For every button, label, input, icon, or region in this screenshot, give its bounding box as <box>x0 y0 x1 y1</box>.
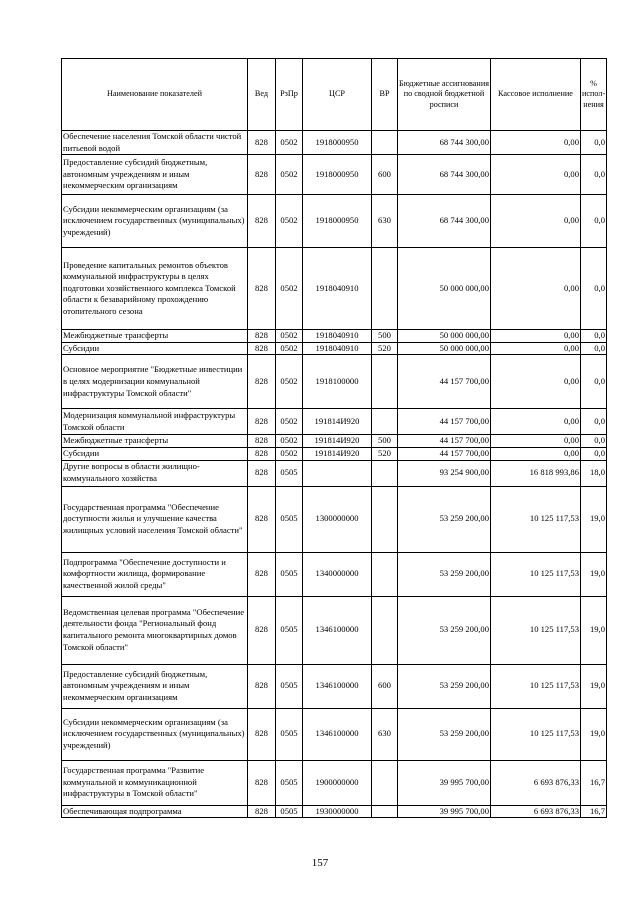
cell-vr: 600 <box>372 155 398 195</box>
cell-ved: 828 <box>248 486 276 552</box>
cell-name: Обеспечение населения Томской области чистой питьевой водой <box>62 131 248 155</box>
cell-name: Подпрограмма "Обеспечение доступности и комфортности жилища, формирование качественной жилой среды" <box>62 552 248 596</box>
cell-pct: 18,0 <box>581 460 607 486</box>
cell-budget: 44 157 700,00 <box>398 435 491 448</box>
cell-ved: 828 <box>248 460 276 486</box>
table-row <box>62 552 607 596</box>
cell-budget: 53 259 200,00 <box>398 596 491 664</box>
cell-budget: 68 744 300,00 <box>398 131 491 155</box>
cell-rzpr: 0502 <box>276 248 303 330</box>
cell-vr <box>372 355 398 409</box>
cell-name: Межбюджетные трансферты <box>62 330 248 343</box>
cell-ved: 828 <box>248 760 276 805</box>
cell-cash: 0,00 <box>491 409 581 435</box>
cell-pct: 19,0 <box>581 708 607 760</box>
cell-csr: 1918000950 <box>303 155 372 195</box>
cell-ved: 828 <box>248 447 276 460</box>
header-ved: Вед <box>248 59 276 131</box>
cell-vr <box>372 248 398 330</box>
cell-budget: 50 000 000,00 <box>398 330 491 343</box>
cell-rzpr: 0505 <box>276 708 303 760</box>
cell-budget: 50 000 000,00 <box>398 342 491 355</box>
cell-name: Межбюджетные трансферты <box>62 435 248 448</box>
cell-budget: 44 157 700,00 <box>398 355 491 409</box>
cell-vr: 630 <box>372 195 398 248</box>
cell-vr <box>372 131 398 155</box>
cell-cash: 10 125 117,53 <box>491 708 581 760</box>
cell-rzpr: 0502 <box>276 342 303 355</box>
cell-csr: 1346100000 <box>303 664 372 708</box>
cell-vr <box>372 552 398 596</box>
cell-vr <box>372 486 398 552</box>
cell-vr <box>372 460 398 486</box>
cell-ved: 828 <box>248 805 276 818</box>
cell-cash: 10 125 117,53 <box>491 664 581 708</box>
cell-rzpr: 0502 <box>276 195 303 248</box>
cell-cash: 0,00 <box>491 155 581 195</box>
cell-name: Субсидии <box>62 447 248 460</box>
cell-rzpr: 0505 <box>276 596 303 664</box>
table-row <box>62 805 607 818</box>
cell-pct: 0,0 <box>581 131 607 155</box>
cell-vr <box>372 805 398 818</box>
cell-rzpr: 0502 <box>276 330 303 343</box>
cell-csr: 1346100000 <box>303 708 372 760</box>
cell-vr: 500 <box>372 330 398 343</box>
cell-budget: 53 259 200,00 <box>398 486 491 552</box>
cell-budget: 50 000 000,00 <box>398 248 491 330</box>
header-csr: ЦСР <box>303 59 372 131</box>
cell-budget: 44 157 700,00 <box>398 409 491 435</box>
cell-ved: 828 <box>248 708 276 760</box>
cell-pct: 16,7 <box>581 805 607 818</box>
cell-ved: 828 <box>248 435 276 448</box>
cell-cash: 10 125 117,53 <box>491 596 581 664</box>
cell-pct: 0,0 <box>581 155 607 195</box>
cell-csr: 191814И920 <box>303 409 372 435</box>
cell-ved: 828 <box>248 131 276 155</box>
table-row <box>62 248 607 330</box>
cell-ved: 828 <box>248 155 276 195</box>
cell-cash: 0,00 <box>491 342 581 355</box>
cell-name: Предоставление субсидий бюджетным, автономным учреждениям и иным некоммерческим организациям <box>62 664 248 708</box>
cell-rzpr: 0502 <box>276 155 303 195</box>
cell-ved: 828 <box>248 596 276 664</box>
cell-cash: 10 125 117,53 <box>491 486 581 552</box>
cell-csr: 1918000950 <box>303 131 372 155</box>
table-row <box>62 355 607 409</box>
cell-rzpr: 0505 <box>276 486 303 552</box>
cell-csr: 1918100000 <box>303 355 372 409</box>
table-row <box>62 342 607 355</box>
cell-csr: 1918000950 <box>303 195 372 248</box>
cell-pct: 19,0 <box>581 552 607 596</box>
cell-budget: 93 254 900,00 <box>398 460 491 486</box>
table-row <box>62 409 607 435</box>
cell-pct: 0,0 <box>581 435 607 448</box>
cell-pct: 0,0 <box>581 409 607 435</box>
cell-ved: 828 <box>248 330 276 343</box>
cell-rzpr: 0505 <box>276 552 303 596</box>
table-row <box>62 596 607 664</box>
cell-rzpr: 0505 <box>276 460 303 486</box>
cell-cash: 0,00 <box>491 355 581 409</box>
cell-rzpr: 0502 <box>276 435 303 448</box>
cell-name: Государственная программа "Развитие коммунальной и коммуникационной инфраструктуры в Томской области" <box>62 760 248 805</box>
cell-name: Основное мероприятие "Бюджетные инвестиции в целях модернизации коммунальной инфраструктуры Томской области" <box>62 355 248 409</box>
cell-pct: 0,0 <box>581 447 607 460</box>
table-header-row <box>62 59 607 131</box>
header-rzpr: РзПр <box>276 59 303 131</box>
cell-ved: 828 <box>248 355 276 409</box>
cell-csr: 1918040910 <box>303 248 372 330</box>
cell-name: Модернизация коммунальной инфраструктуры Томской области <box>62 409 248 435</box>
cell-vr <box>372 760 398 805</box>
table-row <box>62 330 607 343</box>
cell-cash: 0,00 <box>491 435 581 448</box>
budget-table <box>61 58 607 818</box>
table-row <box>62 708 607 760</box>
cell-csr: 1918040910 <box>303 330 372 343</box>
cell-budget: 39 995 700,00 <box>398 760 491 805</box>
cell-pct: 0,0 <box>581 195 607 248</box>
cell-budget: 68 744 300,00 <box>398 155 491 195</box>
cell-budget: 44 157 700,00 <box>398 447 491 460</box>
cell-name: Другие вопросы в области жилищно-коммунального хозяйства <box>62 460 248 486</box>
cell-budget: 39 995 700,00 <box>398 805 491 818</box>
cell-rzpr: 0505 <box>276 664 303 708</box>
cell-cash: 0,00 <box>491 330 581 343</box>
cell-vr: 520 <box>372 447 398 460</box>
cell-rzpr: 0502 <box>276 131 303 155</box>
table-row <box>62 760 607 805</box>
cell-ved: 828 <box>248 195 276 248</box>
cell-pct: 19,0 <box>581 486 607 552</box>
cell-name: Субсидии некоммерческим организациям (за исключением государственных (муниципальных) учреждений) <box>62 708 248 760</box>
cell-budget: 53 259 200,00 <box>398 708 491 760</box>
cell-name: Субсидии <box>62 342 248 355</box>
page-number: 157 <box>311 857 329 869</box>
table-row <box>62 155 607 195</box>
cell-csr <box>303 460 372 486</box>
cell-rzpr: 0505 <box>276 760 303 805</box>
cell-csr: 1300000000 <box>303 486 372 552</box>
cell-cash: 10 125 117,53 <box>491 552 581 596</box>
table-row <box>62 664 607 708</box>
cell-csr: 1340000000 <box>303 552 372 596</box>
cell-pct: 16,7 <box>581 760 607 805</box>
table-row <box>62 460 607 486</box>
cell-ved: 828 <box>248 342 276 355</box>
cell-cash: 0,00 <box>491 131 581 155</box>
cell-ved: 828 <box>248 409 276 435</box>
cell-name: Обеспечивающая подпрограмма <box>62 805 248 818</box>
cell-ved: 828 <box>248 552 276 596</box>
cell-cash: 0,00 <box>491 195 581 248</box>
cell-name: Субсидии некоммерческим организациям (за исключением государственных (муниципальных) учреждений) <box>62 195 248 248</box>
header-name: Наименование показателей <box>62 59 248 131</box>
cell-budget: 53 259 200,00 <box>398 552 491 596</box>
table-row <box>62 486 607 552</box>
cell-pct: 0,0 <box>581 355 607 409</box>
cell-ved: 828 <box>248 664 276 708</box>
cell-vr <box>372 596 398 664</box>
header-cash: Кассовое исполнение <box>491 59 581 131</box>
cell-rzpr: 0502 <box>276 447 303 460</box>
table-body <box>62 131 607 818</box>
cell-cash: 0,00 <box>491 248 581 330</box>
cell-vr: 630 <box>372 708 398 760</box>
cell-pct: 19,0 <box>581 596 607 664</box>
cell-csr: 1900000000 <box>303 760 372 805</box>
header-vr: ВР <box>372 59 398 131</box>
cell-rzpr: 0502 <box>276 409 303 435</box>
cell-rzpr: 0505 <box>276 805 303 818</box>
cell-pct: 0,0 <box>581 330 607 343</box>
cell-csr: 191814И920 <box>303 447 372 460</box>
cell-vr: 520 <box>372 342 398 355</box>
cell-csr: 1346100000 <box>303 596 372 664</box>
table-row <box>62 447 607 460</box>
cell-pct: 19,0 <box>581 664 607 708</box>
cell-pct: 0,0 <box>581 342 607 355</box>
cell-budget: 68 744 300,00 <box>398 195 491 248</box>
cell-name: Предоставление субсидий бюджетным, автономным учреждениям и иным некоммерческим организациям <box>62 155 248 195</box>
cell-cash: 6 693 876,33 <box>491 805 581 818</box>
table-row <box>62 435 607 448</box>
header-budget: Бюджетные ассигнования по сводной бюджетной росписи <box>398 59 491 131</box>
cell-name: Проведение капитальных ремонтов объектов коммунальной инфраструктуры в целях подготовки хозяйственного комплекса Томской области к безаварийному прохождению отопительного сезона <box>62 248 248 330</box>
cell-ved: 828 <box>248 248 276 330</box>
cell-csr: 1918040910 <box>303 342 372 355</box>
cell-vr <box>372 409 398 435</box>
cell-cash: 0,00 <box>491 447 581 460</box>
cell-budget: 53 259 200,00 <box>398 664 491 708</box>
table-row <box>62 131 607 155</box>
header-pct: % испол-нения <box>581 59 607 131</box>
cell-name: Государственная программа "Обеспечение доступности жилья и улучшение качества жилищных условий населения Томской области" <box>62 486 248 552</box>
cell-vr: 600 <box>372 664 398 708</box>
cell-vr: 500 <box>372 435 398 448</box>
cell-cash: 6 693 876,33 <box>491 760 581 805</box>
cell-name: Ведомственная целевая программа "Обеспечение деятельности фонда "Региональный фонд капитального ремонта многоквартирных домов Томской области" <box>62 596 248 664</box>
cell-pct: 0,0 <box>581 248 607 330</box>
cell-rzpr: 0502 <box>276 355 303 409</box>
table-row <box>62 195 607 248</box>
cell-csr: 1930000000 <box>303 805 372 818</box>
cell-csr: 191814И920 <box>303 435 372 448</box>
cell-cash: 16 818 993,86 <box>491 460 581 486</box>
